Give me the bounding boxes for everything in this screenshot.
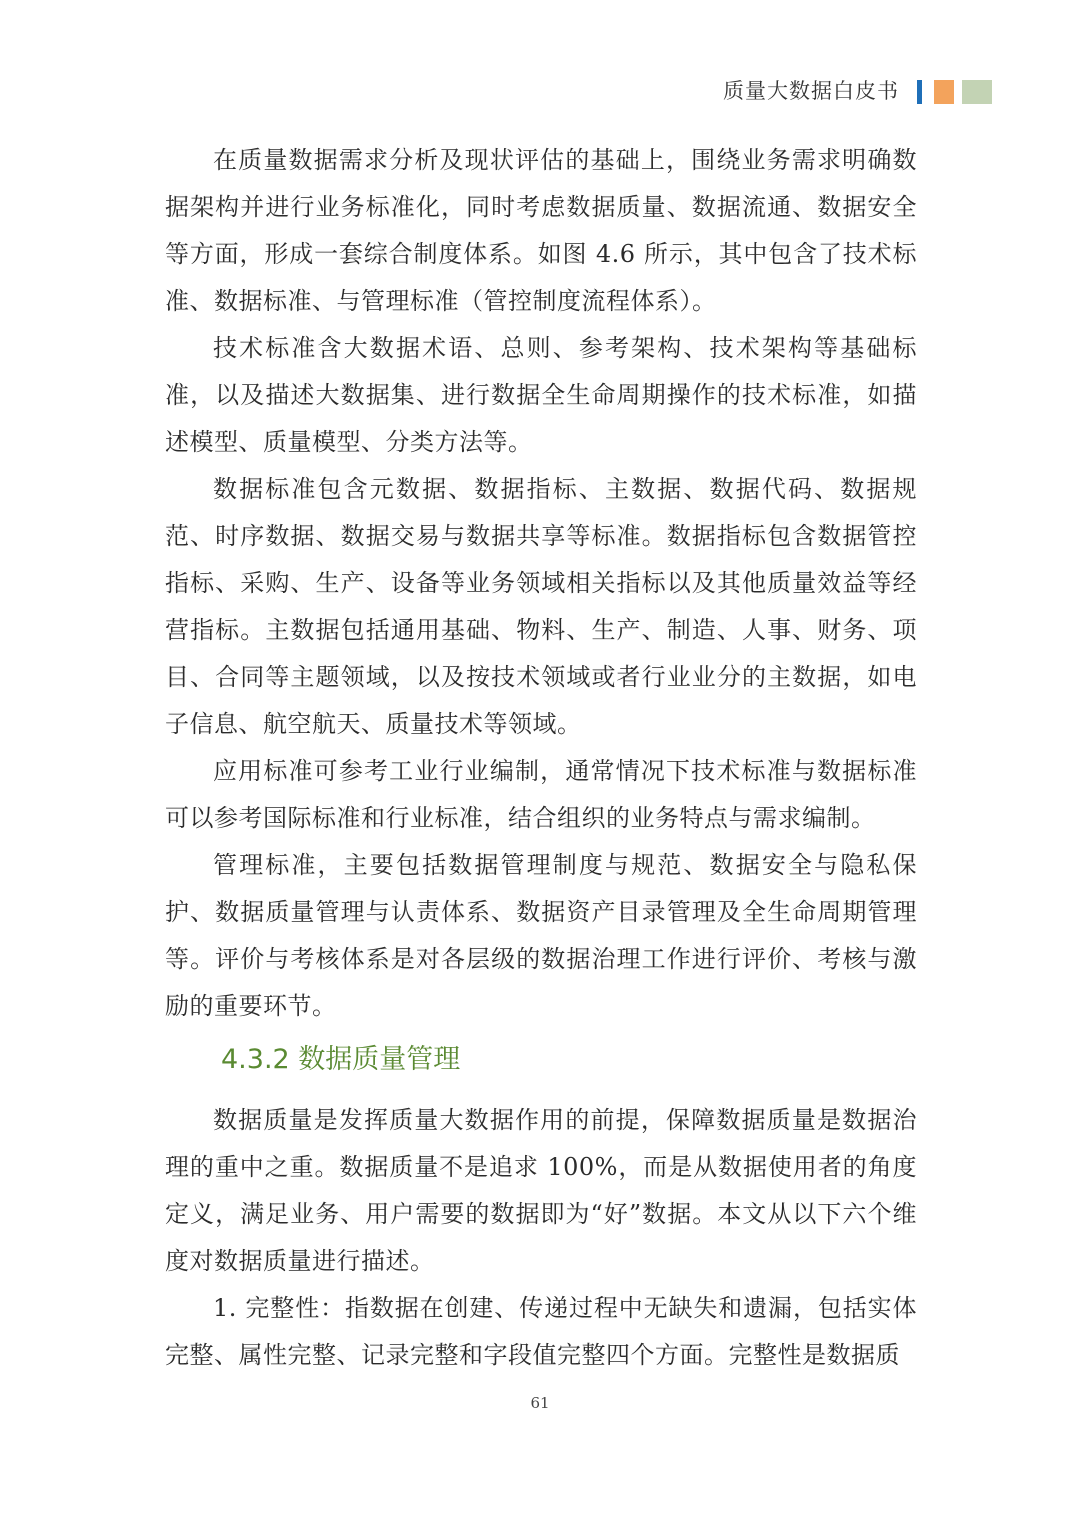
paragraph-data-quality-intro: 数据质量是发挥质量大数据作用的前提，保障数据质量是数据治理的重中之重。数据质量不是追求 100%，而是从数据使用者的角度定义，满足业务、用户需要的数据即为“好”数据。本文从以下六个维度对数据质量进行描述。: [165, 1106, 917, 1275]
section-heading: 4.3.2 数据质量管理: [221, 1044, 461, 1075]
document-body: [165, 137, 917, 1379]
paragraph-completeness: 1. 完整性：指数据在创建、传递过程中无缺失和遗漏，包括实体完整、属性完整、记录完整和字段值完整四个方面。完整性是数据质: [165, 1294, 917, 1369]
header-accent-blue: [917, 80, 922, 104]
paragraph-architecture: 在质量数据需求分析及现状评估的基础上，围绕业务需求明确数据架构并进行业务标准化，同时考虑数据质量、数据流通、数据安全等方面，形成一套综合制度体系。如图 4.6 所示，其中包含了技术标准、数据标准、与管理标准（管控制度流程体系）。: [165, 146, 917, 315]
header-accent-green: [962, 80, 992, 104]
paragraph-technical-standards: 技术标准含大数据术语、总则、参考架构、技术架构等基础标准，以及描述大数据集、进行数据全生命周期操作的技术标准，如描述模型、质量模型、分类方法等。: [165, 334, 917, 456]
header-accent-orange: [934, 80, 954, 104]
header-title: 质量大数据白皮书: [723, 79, 899, 103]
page-number: 61: [530, 1394, 550, 1412]
paragraph-management-standards: 管理标准，主要包括数据管理制度与规范、数据安全与隐私保护、数据质量管理与认责体系、数据资产目录管理及全生命周期管理等。评价与考核体系是对各层级的数据治理工作进行评价、考核与激励的重要环节。: [165, 851, 917, 1020]
paragraph-application-standards: 应用标准可参考工业行业编制，通常情况下技术标准与数据标准可以参考国际标准和行业标准，结合组织的业务特点与需求编制。: [165, 757, 917, 832]
paragraph-data-standards: 数据标准包含元数据、数据指标、主数据、数据代码、数据规范、时序数据、数据交易与数据共享等标准。数据指标包含数据管控指标、采购、生产、设备等业务领域相关指标以及其他质量效益等经营指标。主数据包括通用基础、物料、生产、制造、人事、财务、项目、合同等主题领域，以及按技术领域或者行业业分的主数据，如电子信息、航空航天、质量技术等领域。: [165, 475, 917, 738]
